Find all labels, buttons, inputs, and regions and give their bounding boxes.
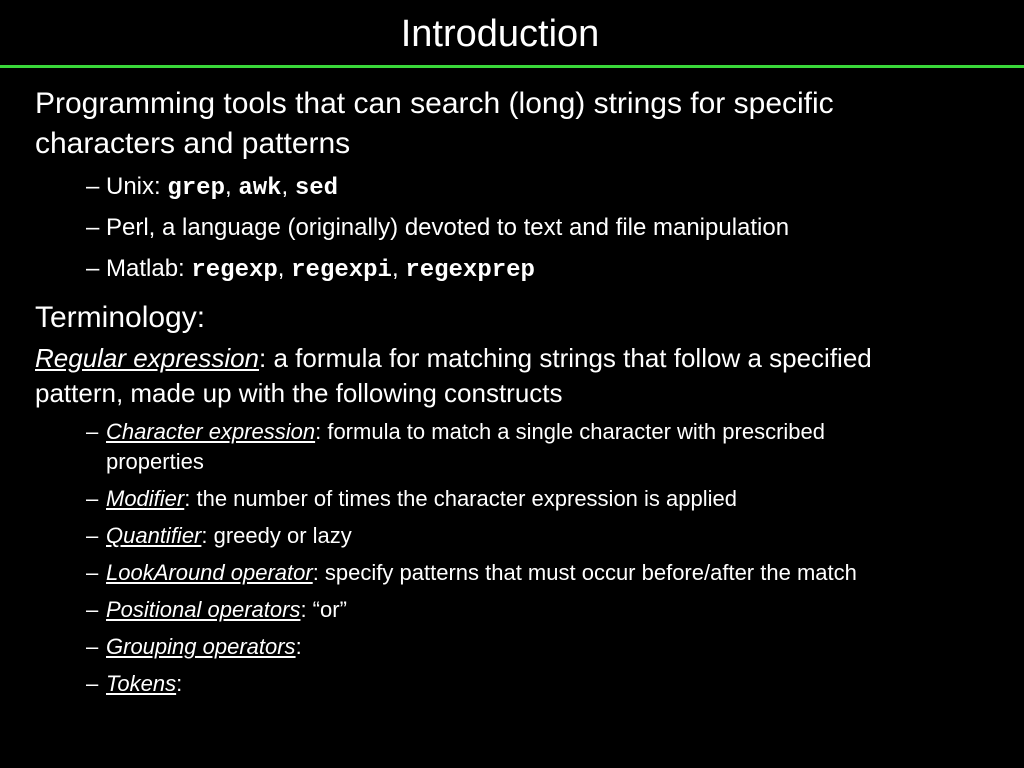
bullet-dash: – [86, 486, 99, 511]
separator: , [224, 173, 239, 200]
construct-def: : the number of times the character expression is applied [184, 486, 737, 511]
regex-term: Regular expression [35, 343, 260, 373]
slide-title: Introduction [400, 13, 600, 55]
terminology-heading: Terminology: [35, 301, 206, 334]
title-divider [0, 65, 1024, 68]
construct-term: Grouping operators [106, 634, 296, 659]
regex-def-1: : a formula for matching strings that follow a specified [259, 343, 872, 373]
bullet-perl [86, 213, 789, 243]
matlab-fn-regexpi: regexpi [291, 257, 392, 284]
bullet-dash: – [86, 560, 99, 585]
construct-lookaround [86, 558, 857, 588]
intro-line-2: characters and patterns [35, 127, 351, 160]
construct-character-expression-cont: properties [106, 449, 204, 474]
construct-quantifier [86, 521, 352, 551]
separator: , [281, 173, 295, 200]
separator: , [391, 255, 406, 282]
construct-term: Character expression [106, 419, 316, 444]
bullet-dash: – [86, 597, 99, 622]
construct-tokens [86, 669, 182, 699]
bullet-unix [86, 172, 338, 204]
construct-def: : specify patterns that must occur before/after the match [312, 560, 857, 585]
separator: , [277, 255, 292, 282]
construct-term: Positional operators [106, 597, 301, 622]
bullet-matlab [86, 254, 535, 286]
unix-cmd-awk: awk [238, 175, 282, 202]
bullet-dash: – [86, 419, 99, 444]
regex-definition-line-1 [35, 342, 872, 374]
unix-cmd-sed: sed [294, 175, 339, 202]
construct-term: Modifier [106, 486, 185, 511]
bullet-dash: – [86, 214, 100, 241]
perl-text: Perl, a language (originally) devoted to text and file manipulation [106, 214, 790, 241]
regex-definition-line-2: pattern, made up with the following constructs [35, 378, 563, 408]
bullet-dash: – [86, 255, 100, 282]
matlab-fn-regexp: regexp [191, 257, 278, 284]
construct-term: Quantifier [106, 523, 202, 548]
construct-def: : “or” [300, 597, 347, 622]
construct-term: LookAround operator [106, 560, 313, 585]
construct-modifier [86, 484, 737, 514]
construct-def: : [295, 634, 302, 659]
construct-def: : greedy or lazy [201, 523, 352, 548]
construct-character-expression [86, 417, 825, 447]
unix-label: Unix: [106, 173, 168, 200]
construct-term: Tokens [106, 671, 177, 696]
bullet-dash: – [86, 523, 99, 548]
construct-positional [86, 595, 347, 625]
bullet-dash: – [86, 173, 100, 200]
bullet-dash: – [86, 671, 99, 696]
construct-def: : [176, 671, 183, 696]
bullet-dash: – [86, 634, 99, 659]
matlab-fn-regexprep: regexprep [405, 257, 535, 284]
unix-cmd-grep: grep [167, 175, 225, 202]
construct-def: : formula to match a single character with prescribed [315, 419, 825, 444]
intro-line-1: Programming tools that can search (long) strings for specific [35, 87, 834, 120]
construct-grouping [86, 632, 302, 662]
matlab-label: Matlab: [106, 255, 192, 282]
